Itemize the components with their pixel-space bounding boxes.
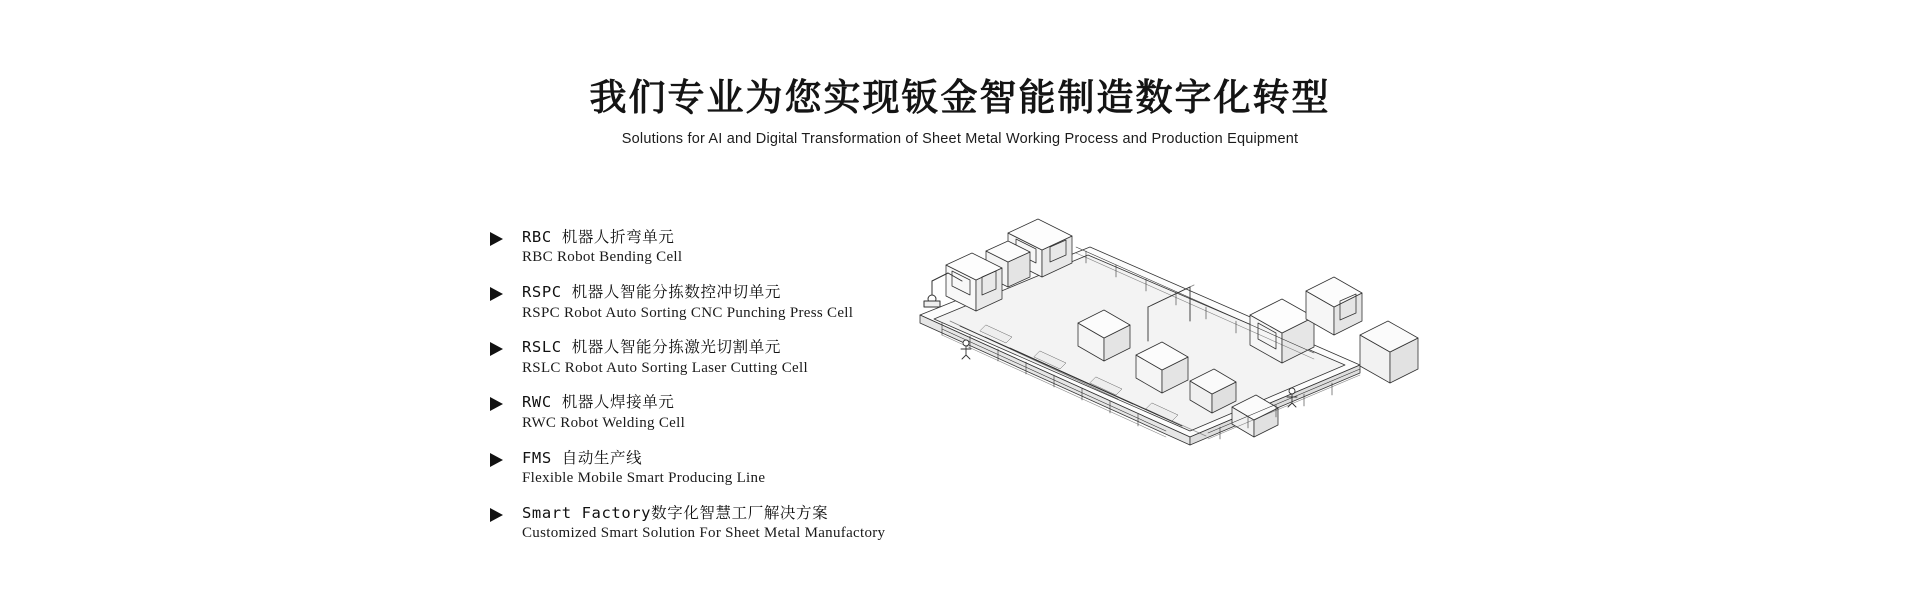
list-item-title-cn: RBC 机器人折弯单元 bbox=[522, 228, 675, 246]
headline-block bbox=[0, 78, 1920, 147]
list-item bbox=[490, 504, 910, 543]
factory-line-illustration bbox=[890, 195, 1450, 455]
triangle-right-icon bbox=[490, 453, 503, 467]
list-item bbox=[490, 449, 910, 488]
list-item bbox=[490, 283, 910, 322]
triangle-right-icon bbox=[490, 342, 503, 356]
triangle-right-icon bbox=[490, 287, 503, 301]
list-item-title-cn: RSLC 机器人智能分拣激光切割单元 bbox=[522, 338, 781, 357]
page-title-cn: 我们专业为您实现钣金智能制造数字化转型 bbox=[589, 77, 1331, 118]
list-item bbox=[490, 393, 910, 432]
triangle-right-icon bbox=[490, 232, 503, 246]
triangle-right-icon bbox=[490, 397, 503, 411]
list-item-title-en: RSPC Robot Auto Sorting CNC Punching Press Cell bbox=[522, 304, 854, 321]
list-item-title-cn: Smart Factory数字化智慧工厂解决方案 bbox=[522, 503, 829, 522]
list-item-title-cn: RSPC 机器人智能分拣数控冲切单元 bbox=[522, 283, 781, 302]
list-item-title-cn: RWC 机器人焊接单元 bbox=[522, 393, 675, 412]
solution-feature-list bbox=[490, 228, 910, 543]
list-item-title-cn: FMS 自动生产线 bbox=[522, 448, 643, 467]
list-item-title-en: Customized Smart Solution For Sheet Metal Manufactory bbox=[522, 525, 886, 541]
triangle-right-icon bbox=[490, 508, 503, 522]
list-item-title-en: Flexible Mobile Smart Producing Line bbox=[522, 469, 766, 486]
page-subtitle-en: Solutions for AI and Digital Transformation of Sheet Metal Working Process and Production Equipment bbox=[621, 130, 1299, 147]
list-item bbox=[490, 338, 910, 377]
list-item-title-en: RWC Robot Welding Cell bbox=[522, 414, 686, 431]
list-item bbox=[490, 228, 910, 267]
list-item-title-en: RBC Robot Bending Cell bbox=[522, 249, 683, 266]
list-item-title-en: RSLC Robot Auto Sorting Laser Cutting Cell bbox=[522, 359, 808, 376]
